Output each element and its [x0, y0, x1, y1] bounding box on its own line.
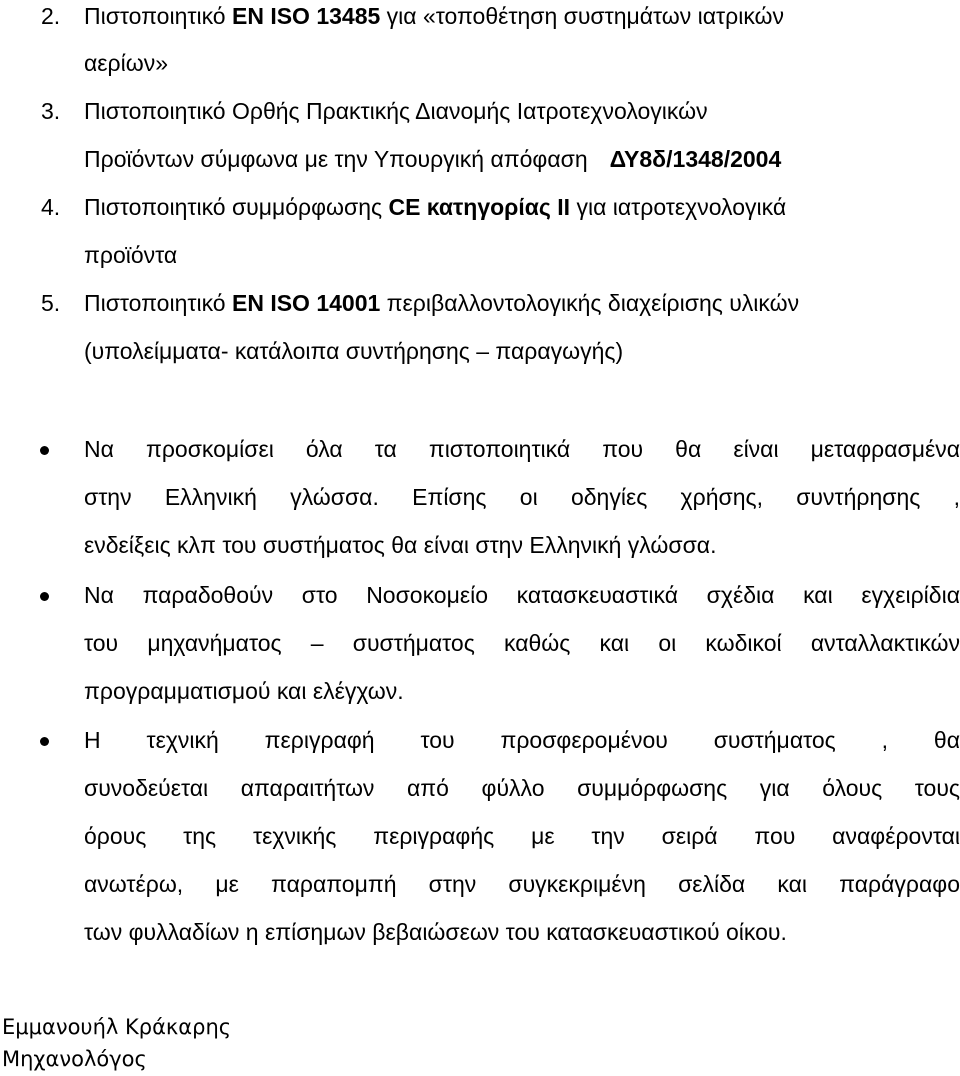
- item-text: Προϊόντων σύμφωνα με την Υπουργική απόφαση: [84, 146, 588, 172]
- bullet-2-line-3: προγραμματισμού και ελέγχων.: [84, 678, 404, 704]
- list-item-3-line-2: [84, 145, 781, 173]
- bullet-1-line-2: στην Ελληνική γλώσσα. Επίσης οι οδηγίες χρήσης, συντήρησης ,: [84, 484, 960, 510]
- item-text: Πιστοποιητικό συμμόρφωσης: [84, 194, 389, 220]
- list-number: 3.: [41, 98, 61, 124]
- bullet-3-line-5: των φυλλαδίων η επίσημων βεβαιώσεων του κατασκευαστικού οίκου.: [84, 919, 787, 945]
- bullet-2-line-2: του μηχανήματος – συστήματος καθώς και οι κωδικοί ανταλλακτικών: [84, 630, 960, 656]
- bullet-dot-icon: [40, 592, 49, 601]
- list-item-2-line-1: [41, 2, 784, 30]
- standard-name: EN ISO 13485: [231, 3, 381, 29]
- item-text: Πιστοποιητικό: [84, 290, 232, 316]
- list-number: 4.: [41, 194, 61, 220]
- ce-category: CE κατηγορίας II: [388, 194, 571, 220]
- bullet-1-line-3: ενδείξεις κλπ του συστήματος θα είναι στην Ελληνική γλώσσα.: [84, 532, 717, 558]
- bullet-dot-icon: [40, 737, 49, 746]
- item-text: Πιστοποιητικό Ορθής Πρακτικής Διανομής Ιατροτεχνολογικών: [84, 98, 708, 124]
- list-item-5-line-2: (υπολείμματα- κατάλοιπα συντήρησης – παραγωγής): [84, 338, 624, 364]
- bullet-3-line-2: συνοδεύεται απαραιτήτων από φύλλο συμμόρφωσης για όλους τους: [84, 775, 960, 801]
- decision-number: ΔΥ8δ/1348/2004: [609, 146, 782, 172]
- list-number: 5.: [41, 290, 61, 316]
- item-text: για ιατροτεχνολογικά: [570, 194, 787, 220]
- standard-name: EN ISO 14001: [231, 290, 381, 316]
- bullet-1-line-1: Να προσκομίσει όλα τα πιστοποιητικά που θα είναι μεταφρασμένα: [84, 436, 960, 462]
- signature-name: Εμμανουήλ Κράκαρης: [2, 1015, 232, 1039]
- item-text: για «τοποθέτηση συστημάτων ιατρικών: [380, 3, 784, 29]
- bullet-3-line-1: Η τεχνική περιγραφή του προσφερομένου συστήματος , θα: [84, 727, 960, 753]
- list-item-4-line-2: προϊόντα: [84, 242, 178, 268]
- signature-title: Μηχανολόγος: [2, 1047, 147, 1071]
- list-item-5-line-1: [41, 289, 799, 317]
- list-item-4-line-1: [41, 193, 786, 221]
- item-text: περιβαλλοντολογικής διαχείρισης υλικών: [380, 290, 800, 316]
- list-item-3-line-1: [41, 97, 708, 125]
- list-item-2-line-2: αερίων»: [84, 50, 168, 76]
- bullet-3-line-4: ανωτέρω, με παραπομπή στην συγκεκριμένη σελίδα και παράγραφο: [84, 871, 960, 897]
- bullet-dot-icon: [40, 446, 49, 455]
- bullet-3-line-3: όρους της τεχνικής περιγραφής με την σειρά που αναφέρονται: [84, 823, 960, 849]
- list-number: 2.: [41, 3, 61, 29]
- item-text: Πιστοποιητικό: [84, 3, 232, 29]
- bullet-2-line-1: Να παραδοθούν στο Νοσοκομείο κατασκευαστικά σχέδια και εγχειρίδια: [84, 582, 960, 608]
